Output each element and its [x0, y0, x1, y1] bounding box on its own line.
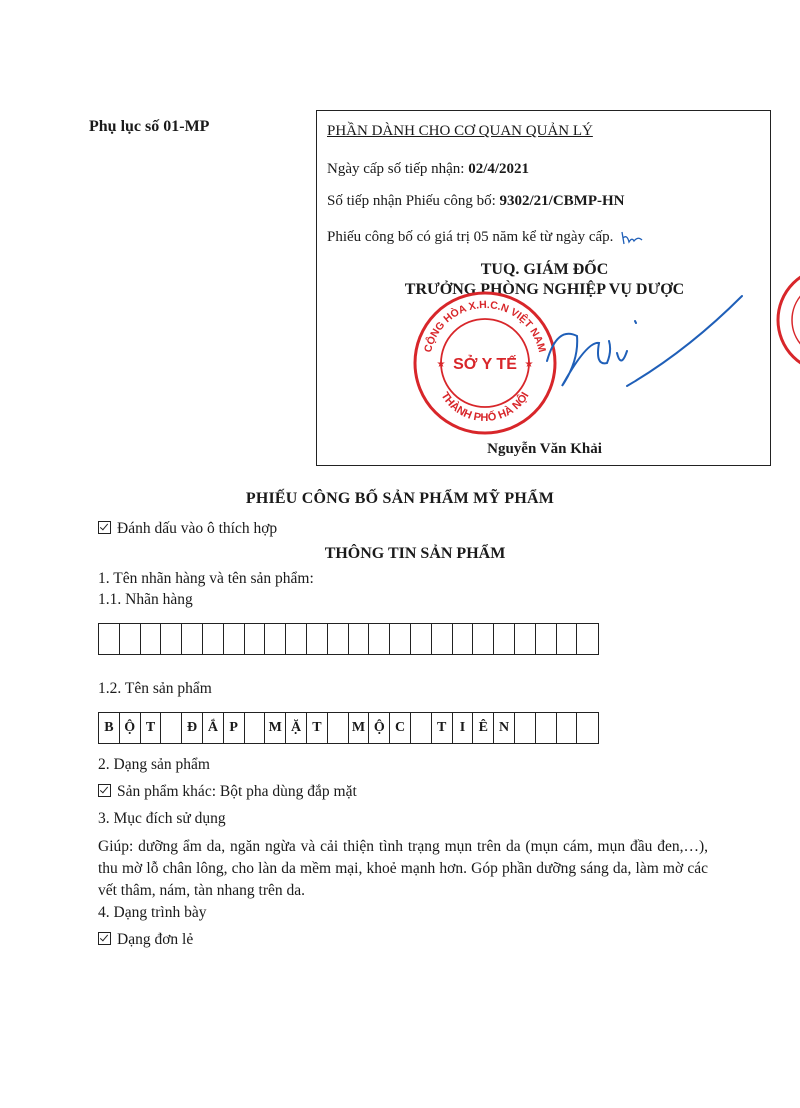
brand-letter-cell	[453, 624, 474, 654]
brand-letter-cell	[120, 624, 141, 654]
stamp-text-top: CỘNG HÒA X.H.C.N VIỆT NAM	[422, 298, 548, 354]
signatory-title-2: TRƯỞNG PHÒNG NGHIỆP VỤ DƯỢC	[404, 281, 685, 298]
check-instruction-line	[98, 520, 277, 538]
product-letter-cell	[161, 713, 182, 743]
brand-letter-cell	[307, 624, 328, 654]
product-letter-cell: Ộ	[369, 713, 390, 743]
brand-letter-cell	[390, 624, 411, 654]
item2-option-line	[98, 783, 357, 801]
checked-box-icon	[98, 932, 111, 945]
product-letter-cell: Ộ	[120, 713, 141, 743]
check-instruction-text: Đánh dấu vào ô thích hợp	[117, 520, 278, 537]
stamp-star-icon: ★	[436, 359, 446, 370]
product-letter-cell: N	[494, 713, 515, 743]
validity-text: Phiếu công bố có giá trị 05 năm kể từ ngày cấp.	[327, 229, 614, 245]
product-letter-cell	[557, 713, 578, 743]
brand-letter-cell	[557, 624, 578, 654]
signatory-title-1: TUQ. GIÁM ĐỐC	[480, 261, 609, 278]
brand-letter-cell	[182, 624, 203, 654]
admin-section-box	[316, 110, 771, 466]
brand-letter-cell	[141, 624, 162, 654]
product-letter-cell: I	[453, 713, 474, 743]
section-title: THÔNG TIN SẢN PHẨM	[324, 545, 506, 562]
brand-letter-cell	[473, 624, 494, 654]
brand-letter-cell	[245, 624, 266, 654]
product-letter-cell: Ặ	[286, 713, 307, 743]
product-letter-cell: Ê	[473, 713, 494, 743]
item3-label: 3. Mục đích sử dụng	[98, 810, 226, 827]
brand-letter-grid	[98, 623, 599, 655]
product-letter-cell	[536, 713, 557, 743]
brand-letter-cell	[99, 624, 120, 654]
brand-letter-cell	[432, 624, 453, 654]
product-letter-cell: B	[99, 713, 120, 743]
brand-letter-cell	[411, 624, 432, 654]
brand-letter-cell	[349, 624, 370, 654]
product-letter-cell: P	[224, 713, 245, 743]
product-letter-cell: T	[141, 713, 162, 743]
product-letter-cell: Đ	[182, 713, 203, 743]
receipt-date-value: 02/4/2021	[468, 161, 530, 177]
stamp-text-bottom: THÀNH PHỐ HÀ NỘI	[438, 390, 532, 425]
partial-stamp-edge	[765, 270, 800, 380]
appendix-label: Phụ lục số 01-MP	[89, 118, 210, 135]
stamp-text-center: SỞ Y TẾ	[453, 356, 517, 373]
stamp-star-icon: ★	[524, 359, 534, 370]
product-name-letter-grid	[98, 712, 599, 744]
product-letter-cell: C	[390, 713, 411, 743]
brand-letter-cell	[536, 624, 557, 654]
brand-letter-cell	[203, 624, 224, 654]
brand-letter-cell	[224, 624, 245, 654]
product-letter-cell: M	[265, 713, 286, 743]
receipt-date-line	[327, 161, 529, 178]
receipt-number-value: 9302/21/CBMP-HN	[499, 193, 625, 209]
admin-heading: PHẦN DÀNH CHO CƠ QUAN QUẢN LÝ	[327, 123, 593, 139]
initial-mark	[620, 228, 650, 248]
signer-name: Nguyễn Văn Khải	[487, 441, 602, 457]
item3-description: Giúp: dưỡng ẩm da, ngăn ngừa và cải thiện tình trạng mụn trên da (mụn cám, mụn đầu đen,…), thu mờ lỗ chân lông, cho làn da mềm mại, khoẻ mạnh hơn. Góp phần dưỡng sáng da, làm mờ các vết thâm, nám, tàn nhang trên da.	[98, 838, 708, 899]
item4-option-text: Dạng đơn lẻ	[117, 931, 194, 948]
product-letter-cell: Ắ	[203, 713, 224, 743]
item1-1-label: 1.1. Nhãn hàng	[98, 591, 193, 608]
brand-letter-cell	[161, 624, 182, 654]
checked-box-icon	[98, 521, 111, 534]
product-letter-cell	[411, 713, 432, 743]
item2-option-text: Sản phẩm khác: Bột pha dùng đắp mặt	[117, 783, 357, 800]
brand-letter-cell	[369, 624, 390, 654]
item4-option-line	[98, 931, 193, 949]
item1-label: 1. Tên nhãn hàng và tên sản phẩm:	[98, 570, 314, 587]
item2-label: 2. Dạng sản phẩm	[98, 756, 210, 773]
brand-letter-cell	[265, 624, 286, 654]
brand-letter-cell	[515, 624, 536, 654]
product-letter-cell	[328, 713, 349, 743]
brand-letter-cell	[577, 624, 598, 654]
checked-box-icon	[98, 784, 111, 797]
product-letter-cell	[515, 713, 536, 743]
brand-letter-cell	[328, 624, 349, 654]
brand-letter-cell	[494, 624, 515, 654]
product-letter-cell: T	[432, 713, 453, 743]
receipt-number-label: Số tiếp nhận Phiếu công bố:	[327, 193, 500, 209]
product-letter-cell	[577, 713, 598, 743]
product-letter-cell: T	[307, 713, 328, 743]
brand-letter-cell	[286, 624, 307, 654]
product-letter-cell	[245, 713, 266, 743]
receipt-date-label: Ngày cấp số tiếp nhận:	[327, 161, 469, 177]
item4-label: 4. Dạng trình bày	[98, 904, 207, 921]
receipt-number-line	[327, 193, 625, 210]
form-title: PHIẾU CÔNG BỐ SẢN PHẨM MỸ PHẨM	[245, 490, 555, 507]
product-letter-cell: M	[349, 713, 370, 743]
item1-2-label: 1.2. Tên sản phẩm	[98, 680, 212, 697]
handwritten-signature	[517, 291, 747, 411]
